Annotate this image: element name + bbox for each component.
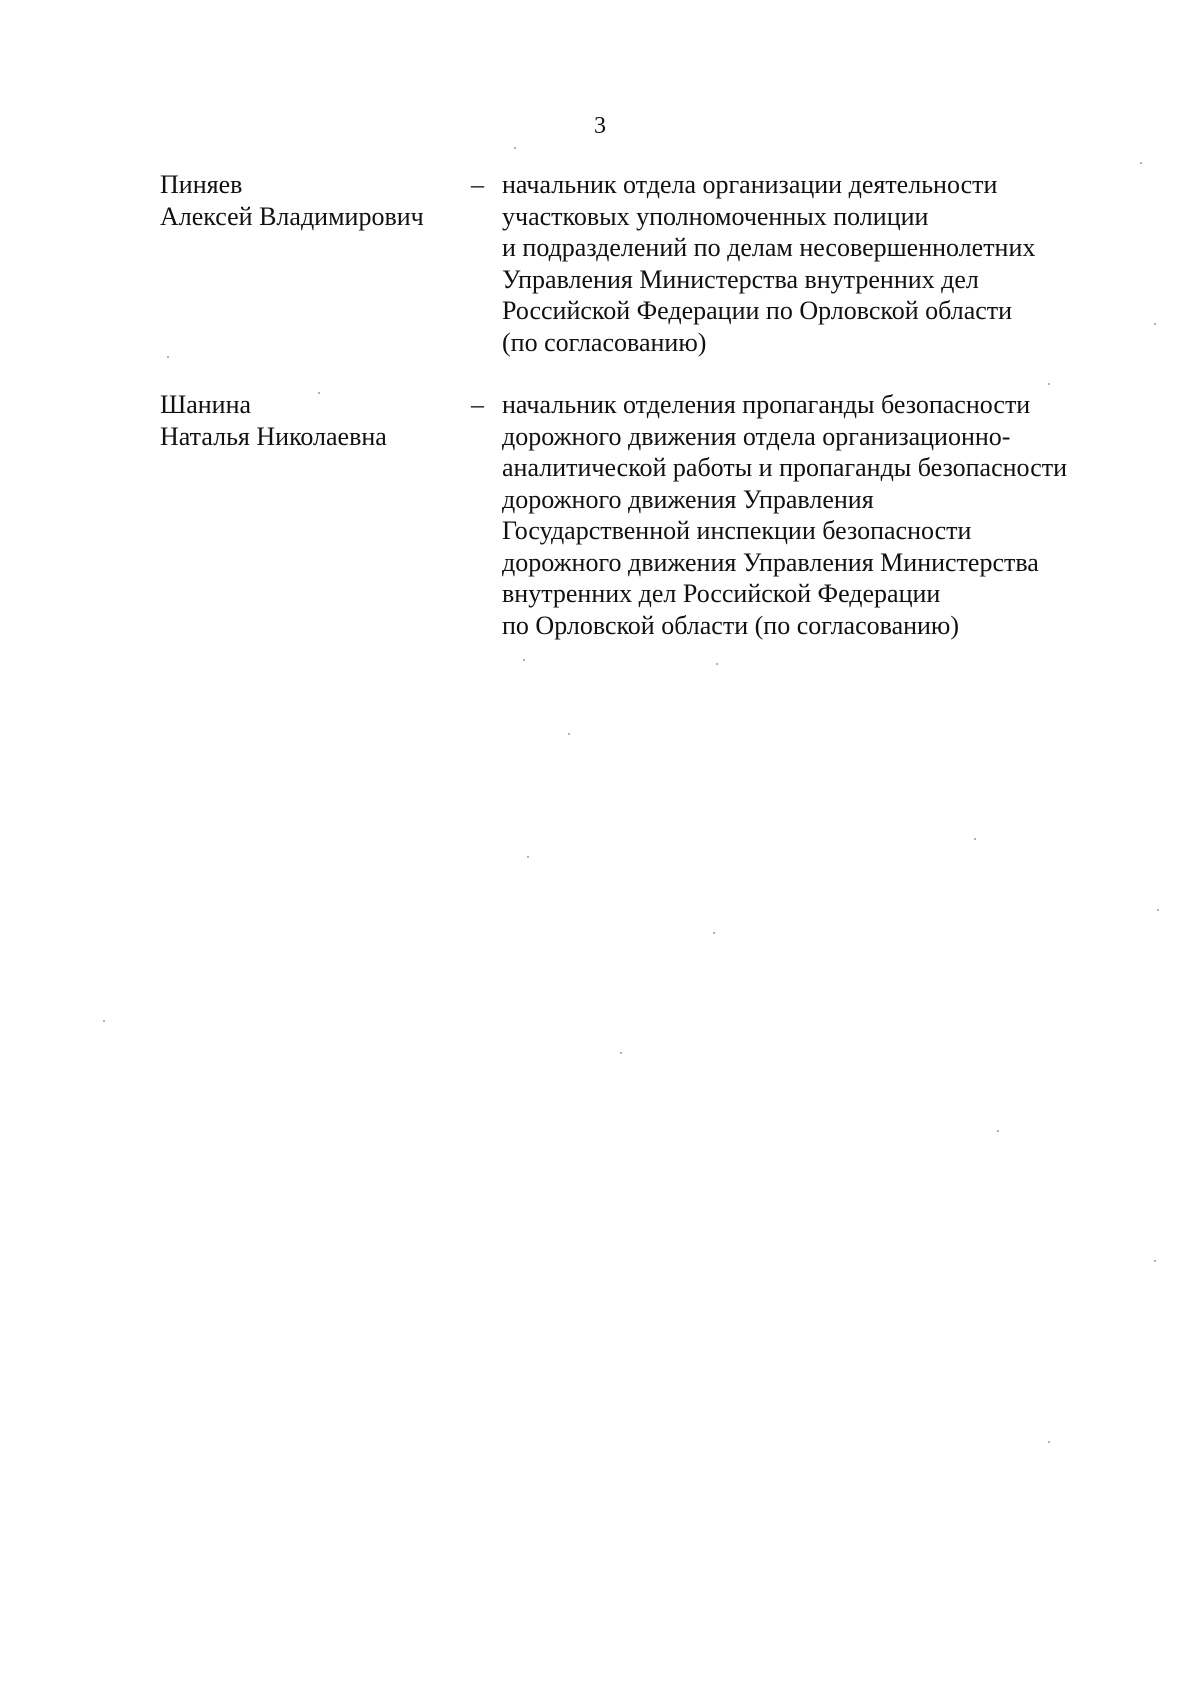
given-names: Алексей Владимирович xyxy=(160,201,424,231)
position-description xyxy=(502,169,1102,358)
position-line: и подразделений по делам несовершеннолетних xyxy=(502,233,1036,262)
position-line: дорожного движения отдела организационно- xyxy=(502,421,1011,451)
page-number: 3 xyxy=(594,113,606,139)
position-line: (по согласованию) xyxy=(502,327,707,357)
scan-speck xyxy=(1140,162,1142,164)
surname: Шанина xyxy=(160,390,252,419)
scan-speck xyxy=(620,1052,622,1054)
scan-speck xyxy=(527,856,529,858)
person-name xyxy=(160,169,460,232)
scan-speck xyxy=(523,659,525,661)
person-name xyxy=(160,389,460,452)
scan-speck xyxy=(568,733,570,735)
position-line: начальник отдела организации деятельности xyxy=(502,170,998,199)
position-line: начальник отделения пропаганды безопасности xyxy=(502,390,1031,419)
dash-separator: – xyxy=(471,390,484,419)
scan-speck xyxy=(167,356,169,358)
position-line: Государственной инспекции безопасности xyxy=(502,516,972,545)
scan-speck xyxy=(716,663,718,665)
position-line: внутренних дел Российской Федерации xyxy=(502,579,941,608)
position-line: Российской Федерации по Орловской области xyxy=(502,296,1013,325)
scan-speck xyxy=(103,1020,105,1022)
position-line: участковых уполномоченных полиции xyxy=(502,201,929,231)
scan-speck xyxy=(713,932,715,934)
position-line: аналитической работы и пропаганды безопасности xyxy=(502,453,1068,482)
position-description xyxy=(502,389,1102,641)
scan-speck xyxy=(974,838,976,840)
position-line: дорожного движения Управления Министерства xyxy=(502,547,1039,577)
scan-speck xyxy=(1154,1260,1156,1262)
dash-separator: – xyxy=(471,170,484,199)
position-line: дорожного движения Управления xyxy=(502,484,874,514)
scan-speck xyxy=(997,1130,999,1132)
scan-speck xyxy=(1154,323,1156,325)
given-names: Наталья Николаевна xyxy=(160,421,387,451)
scan-speck xyxy=(514,147,516,149)
surname: Пиняев xyxy=(160,170,243,199)
scan-speck xyxy=(318,392,320,394)
position-line: по Орловской области (по согласованию) xyxy=(502,610,960,640)
position-line: Управления Министерства внутренних дел xyxy=(502,264,979,294)
scan-speck xyxy=(1157,909,1159,911)
scan-speck xyxy=(1048,1441,1050,1443)
scan-speck xyxy=(1048,383,1050,385)
